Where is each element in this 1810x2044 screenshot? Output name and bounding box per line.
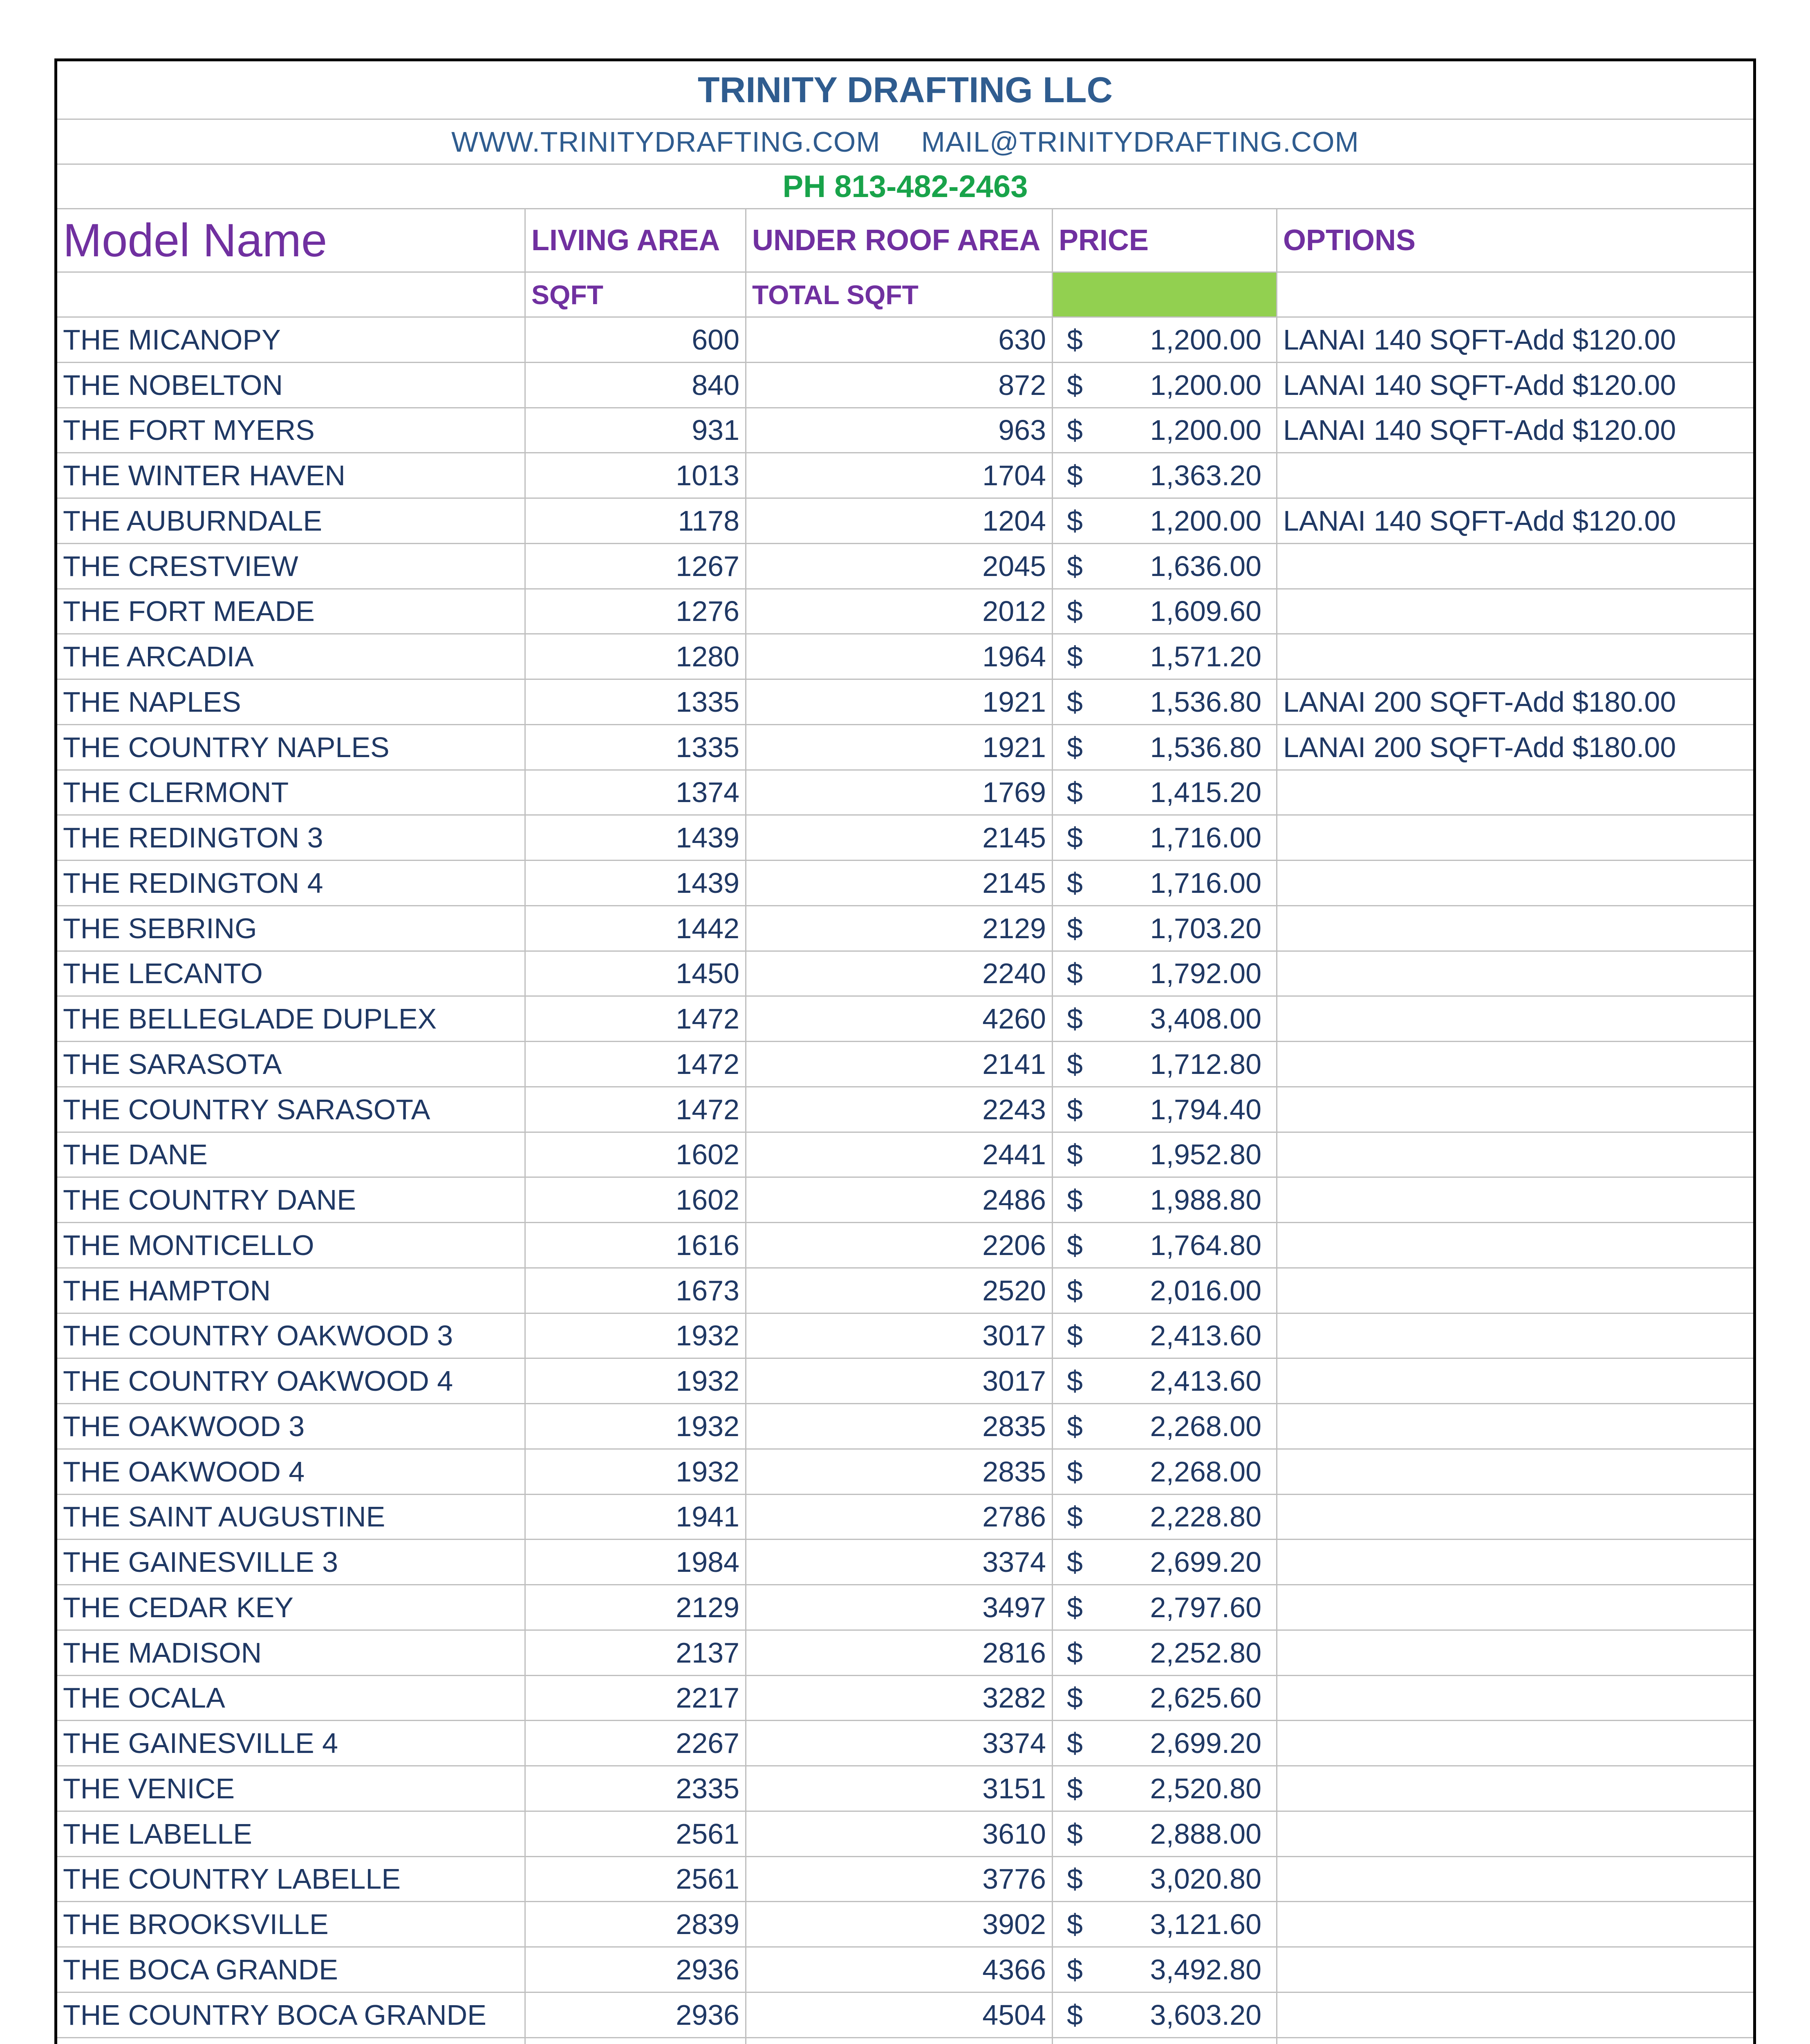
- living-area-cell: 2267: [526, 1721, 746, 1766]
- options-cell: [1277, 1902, 1753, 1948]
- under-roof-cell: 2520: [746, 1269, 1053, 1314]
- price-cell: [1053, 1178, 1277, 1223]
- model-name-cell: THE COUNTRY OAKWOOD 3: [57, 1314, 526, 1359]
- price-cell: [1053, 1766, 1277, 1812]
- options-cell: [1277, 453, 1753, 499]
- under-roof-cell: 4260: [746, 997, 1053, 1042]
- under-roof-cell: 2012: [746, 589, 1053, 635]
- price-cell: [1053, 1993, 1277, 2038]
- options-cell: [1277, 2038, 1753, 2044]
- price-value: 2,888.00: [1150, 1818, 1261, 1850]
- under-roof-cell: 3610: [746, 1812, 1053, 1857]
- options-cell: LANAI 200 SQFT-Add $180.00: [1277, 680, 1753, 725]
- options-cell: [1277, 544, 1753, 589]
- price-cell: [1053, 1902, 1277, 1948]
- model-name-cell: THE BOCA GRANDE: [57, 1948, 526, 1993]
- currency-symbol: $: [1067, 822, 1083, 854]
- options-header: OPTIONS: [1277, 209, 1753, 273]
- currency-symbol: $: [1067, 1274, 1083, 1307]
- living-area-cell: 1941: [526, 1495, 746, 1540]
- options-cell: [1277, 1812, 1753, 1857]
- model-name-cell: THE MONTICELLO: [57, 1223, 526, 1269]
- living-area-cell: 1602: [526, 1133, 746, 1178]
- model-name-cell: THE NOBELTON: [57, 363, 526, 408]
- currency-symbol: $: [1067, 595, 1083, 628]
- phone-number: PH 813-482-2463: [57, 165, 1753, 209]
- price-cell: [1053, 1133, 1277, 1178]
- price-cell: [1053, 363, 1277, 408]
- living-area-cell: 1335: [526, 725, 746, 771]
- model-name-cell: THE SEBRING: [57, 906, 526, 952]
- price-value: 1,363.20: [1150, 459, 1261, 492]
- living-area-cell: 1932: [526, 1314, 746, 1359]
- under-roof-cell: 1921: [746, 680, 1053, 725]
- currency-symbol: $: [1067, 957, 1083, 990]
- price-cell: [1053, 997, 1277, 1042]
- model-name-subheader: [57, 273, 526, 318]
- currency-symbol: $: [1067, 1455, 1083, 1488]
- options-cell: [1277, 1404, 1753, 1450]
- options-cell: [1277, 1948, 1753, 1993]
- currency-symbol: $: [1067, 1048, 1083, 1080]
- price-cell: [1053, 589, 1277, 635]
- price-cell: [1053, 1359, 1277, 1404]
- price-value: 2,413.60: [1150, 1365, 1261, 1397]
- living-area-cell: 1178: [526, 499, 746, 544]
- currency-symbol: $: [1067, 1320, 1083, 1352]
- price-cell: [1053, 861, 1277, 906]
- price-value: 2,625.60: [1150, 1682, 1261, 1714]
- currency-symbol: $: [1067, 1636, 1083, 1669]
- options-cell: [1277, 1676, 1753, 1721]
- price-cell: [1053, 1631, 1277, 1676]
- under-roof-cell: 1921: [746, 725, 1053, 771]
- living-area-cell: 1439: [526, 816, 746, 861]
- price-cell: [1053, 906, 1277, 952]
- living-area-cell: 1450: [526, 952, 746, 997]
- price-cell: [1053, 544, 1277, 589]
- price-value: 1,716.00: [1150, 867, 1261, 899]
- model-name-cell: THE COUNTRY LABELLE: [57, 1857, 526, 1903]
- under-roof-cell: 2786: [746, 1495, 1053, 1540]
- options-cell: [1277, 1857, 1753, 1903]
- price-value: 1,200.00: [1150, 369, 1261, 401]
- living-area-cell: 1374: [526, 771, 746, 816]
- price-cell: [1053, 1087, 1277, 1133]
- price-value: 1,536.80: [1150, 686, 1261, 718]
- options-cell: LANAI 140 SQFT-Add $120.00: [1277, 363, 1753, 408]
- currency-symbol: $: [1067, 1999, 1083, 2031]
- currency-symbol: $: [1067, 641, 1083, 673]
- model-name-cell: THE AUBURNDALE: [57, 499, 526, 544]
- currency-symbol: $: [1067, 504, 1083, 537]
- price-value: 1,536.80: [1150, 731, 1261, 763]
- living-area-cell: 840: [526, 363, 746, 408]
- price-cell: [1053, 1676, 1277, 1721]
- living-area-cell: 2936: [526, 1948, 746, 1993]
- price-cell: [1053, 1223, 1277, 1269]
- model-name-cell: [57, 2038, 526, 2044]
- currency-symbol: $: [1067, 1229, 1083, 1261]
- living-area-cell: 600: [526, 318, 746, 363]
- model-name-cell: THE COUNTRY SARASOTA: [57, 1087, 526, 1133]
- under-roof-cell: 2486: [746, 1178, 1053, 1223]
- under-roof-cell: 1769: [746, 771, 1053, 816]
- price-subheader-fill: [1053, 273, 1277, 318]
- website-link[interactable]: WWW.TRINITYDRAFTING.COM: [451, 126, 880, 158]
- living-area-cell: 1616: [526, 1223, 746, 1269]
- living-area-cell: 1932: [526, 1359, 746, 1404]
- currency-symbol: $: [1067, 1184, 1083, 1216]
- model-name-cell: THE COUNTRY OAKWOOD 4: [57, 1359, 526, 1404]
- living-area-cell: 2936: [526, 1993, 746, 2038]
- currency-symbol: $: [1067, 1365, 1083, 1397]
- options-cell: [1277, 1042, 1753, 1087]
- living-area-cell: 2335: [526, 1766, 746, 1812]
- price-value: 1,712.80: [1150, 1048, 1261, 1080]
- options-cell: [1277, 1766, 1753, 1812]
- model-name-cell: THE MADISON: [57, 1631, 526, 1676]
- options-cell: [1277, 1269, 1753, 1314]
- options-cell: [1277, 1178, 1753, 1223]
- living-area-cell: 1932: [526, 1404, 746, 1450]
- under-roof-header: UNDER ROOF AREA: [746, 209, 1053, 273]
- living-area-cell: 1267: [526, 544, 746, 589]
- living-area-cell: 931: [526, 408, 746, 454]
- price-value: 1,571.20: [1150, 641, 1261, 673]
- price-cell: [1053, 1721, 1277, 1766]
- under-roof-cell: 2141: [746, 1042, 1053, 1087]
- living-area-cell: 2561: [526, 1812, 746, 1857]
- price-value: 2,520.80: [1150, 1772, 1261, 1804]
- options-cell: LANAI 140 SQFT-Add $120.00: [1277, 499, 1753, 544]
- model-name-cell: THE MICANOPY: [57, 318, 526, 363]
- price-cell: [1053, 725, 1277, 771]
- currency-symbol: $: [1067, 1863, 1083, 1895]
- price-value: 2,228.80: [1150, 1501, 1261, 1533]
- living-area-cell: 1673: [526, 1269, 746, 1314]
- options-cell: LANAI 140 SQFT-Add $120.00: [1277, 318, 1753, 363]
- under-roof-cell: 2129: [746, 906, 1053, 952]
- price-value: 1,764.80: [1150, 1229, 1261, 1261]
- model-name-cell: THE FORT MEADE: [57, 589, 526, 635]
- price-value: 1,794.40: [1150, 1093, 1261, 1125]
- price-cell: [1053, 1495, 1277, 1540]
- price-cell: [1053, 1042, 1277, 1087]
- price-value: 3,408.00: [1150, 1003, 1261, 1035]
- model-name-cell: THE REDINGTON 4: [57, 861, 526, 906]
- currency-symbol: $: [1067, 1682, 1083, 1714]
- price-value: 3,492.80: [1150, 1953, 1261, 1986]
- options-cell: [1277, 1359, 1753, 1404]
- currency-symbol: $: [1067, 369, 1083, 401]
- under-roof-cell: 3374: [746, 1540, 1053, 1585]
- model-name-cell: THE WINTER HAVEN: [57, 453, 526, 499]
- price-value: 2,413.60: [1150, 1320, 1261, 1352]
- under-roof-cell: 3374: [746, 1721, 1053, 1766]
- under-roof-cell: 2816: [746, 1631, 1053, 1676]
- under-roof-cell: 3282: [746, 1676, 1053, 1721]
- under-roof-cell: 3902: [746, 1902, 1053, 1948]
- under-roof-cell: 2145: [746, 861, 1053, 906]
- living-area-cell: 1602: [526, 1178, 746, 1223]
- under-roof-cell: 2835: [746, 1404, 1053, 1450]
- options-cell: [1277, 861, 1753, 906]
- company-name: TRINITY DRAFTING LLC: [57, 61, 1753, 120]
- living-area-cell: 1472: [526, 1042, 746, 1087]
- options-cell: [1277, 1721, 1753, 1766]
- under-roof-cell: 872: [746, 363, 1053, 408]
- under-roof-unit: TOTAL SQFT: [746, 273, 1053, 318]
- options-cell: [1277, 816, 1753, 861]
- currency-symbol: $: [1067, 686, 1083, 718]
- options-cell: [1277, 1585, 1753, 1631]
- price-value: 3,603.20: [1150, 1999, 1261, 2031]
- currency-symbol: $: [1067, 414, 1083, 446]
- options-cell: [1277, 1993, 1753, 2038]
- price-header: PRICE: [1053, 209, 1277, 273]
- options-cell: [1277, 1495, 1753, 1540]
- options-cell: [1277, 1631, 1753, 1676]
- price-cell: [1053, 1585, 1277, 1631]
- under-roof-cell: 963: [746, 408, 1053, 454]
- options-cell: [1277, 1314, 1753, 1359]
- options-cell: [1277, 1223, 1753, 1269]
- currency-symbol: $: [1067, 1953, 1083, 1986]
- model-name-cell: THE SARASOTA: [57, 1042, 526, 1087]
- living-area-cell: 1932: [526, 1450, 746, 1495]
- price-cell: [1053, 1857, 1277, 1903]
- price-cell: [1053, 816, 1277, 861]
- living-area-cell: 2217: [526, 1676, 746, 1721]
- currency-symbol: $: [1067, 731, 1083, 763]
- currency-symbol: $: [1067, 1139, 1083, 1171]
- options-cell: [1277, 952, 1753, 997]
- options-cell: [1277, 771, 1753, 816]
- price-cell: [1053, 1404, 1277, 1450]
- living-area-header: LIVING AREA: [526, 209, 746, 273]
- price-value: 1,792.00: [1150, 957, 1261, 990]
- price-cell: [1053, 1450, 1277, 1495]
- living-area-cell: 1472: [526, 997, 746, 1042]
- under-roof-cell: 3017: [746, 1314, 1053, 1359]
- model-name-cell: THE DANE: [57, 1133, 526, 1178]
- under-roof-cell: 2045: [746, 544, 1053, 589]
- model-name-cell: THE CEDAR KEY: [57, 1585, 526, 1631]
- under-roof-cell: 3776: [746, 1857, 1053, 1903]
- currency-symbol: $: [1067, 776, 1083, 809]
- currency-symbol: $: [1067, 1591, 1083, 1623]
- living-area-cell: 1013: [526, 453, 746, 499]
- under-roof-cell: 1204: [746, 499, 1053, 544]
- price-cell: [1053, 2038, 1277, 2044]
- living-area-cell: 1442: [526, 906, 746, 952]
- living-area-cell: 1335: [526, 680, 746, 725]
- price-value: 1,200.00: [1150, 504, 1261, 537]
- model-name-cell: THE COUNTRY DANE: [57, 1178, 526, 1223]
- price-cell: [1053, 680, 1277, 725]
- currency-symbol: $: [1067, 1546, 1083, 1578]
- currency-symbol: $: [1067, 550, 1083, 582]
- email-link[interactable]: MAIL@TRINITYDRAFTING.COM: [921, 126, 1359, 158]
- price-value: 2,252.80: [1150, 1636, 1261, 1669]
- options-cell: LANAI 200 SQFT-Add $180.00: [1277, 725, 1753, 771]
- price-value: 2,797.60: [1150, 1591, 1261, 1623]
- currency-symbol: $: [1067, 1501, 1083, 1533]
- options-cell: [1277, 1133, 1753, 1178]
- under-roof-cell: 1704: [746, 453, 1053, 499]
- living-area-cell: 1984: [526, 1540, 746, 1585]
- contact-line: [57, 120, 1753, 165]
- price-value: 2,699.20: [1150, 1546, 1261, 1578]
- living-area-cell: [526, 2038, 746, 2044]
- living-area-cell: 2137: [526, 1631, 746, 1676]
- model-name-cell: THE SAINT AUGUSTINE: [57, 1495, 526, 1540]
- options-cell: [1277, 589, 1753, 635]
- price-value: 1,415.20: [1150, 776, 1261, 809]
- price-value: 1,636.00: [1150, 550, 1261, 582]
- price-cell: [1053, 634, 1277, 680]
- price-value: 2,268.00: [1150, 1410, 1261, 1442]
- under-roof-cell: 4504: [746, 1993, 1053, 2038]
- under-roof-cell: 3497: [746, 1585, 1053, 1631]
- living-area-unit: SQFT: [526, 273, 746, 318]
- options-cell: [1277, 906, 1753, 952]
- price-value: 3,121.60: [1150, 1908, 1261, 1941]
- under-roof-cell: 3017: [746, 1359, 1053, 1404]
- currency-symbol: $: [1067, 323, 1083, 356]
- options-cell: [1277, 1450, 1753, 1495]
- model-name-cell: THE FORT MYERS: [57, 408, 526, 454]
- under-roof-cell: 2243: [746, 1087, 1053, 1133]
- price-cell: [1053, 1812, 1277, 1857]
- price-value: 1,703.20: [1150, 912, 1261, 944]
- currency-symbol: $: [1067, 1908, 1083, 1941]
- price-cell: [1053, 318, 1277, 363]
- currency-symbol: $: [1067, 1818, 1083, 1850]
- model-name-cell: THE OCALA: [57, 1676, 526, 1721]
- currency-symbol: $: [1067, 867, 1083, 899]
- model-name-cell: THE VENICE: [57, 1766, 526, 1812]
- price-value: 3,020.80: [1150, 1863, 1261, 1895]
- price-sheet-table: [54, 58, 1756, 2044]
- currency-symbol: $: [1067, 1772, 1083, 1804]
- options-cell: [1277, 1087, 1753, 1133]
- options-subheader: [1277, 273, 1753, 318]
- under-roof-cell: 2240: [746, 952, 1053, 997]
- price-cell: [1053, 1314, 1277, 1359]
- model-name-cell: THE LECANTO: [57, 952, 526, 997]
- price-cell: [1053, 1540, 1277, 1585]
- model-name-cell: THE BROOKSVILLE: [57, 1902, 526, 1948]
- currency-symbol: $: [1067, 1727, 1083, 1759]
- options-cell: [1277, 634, 1753, 680]
- under-roof-cell: 630: [746, 318, 1053, 363]
- model-name-cell: THE COUNTRY NAPLES: [57, 725, 526, 771]
- model-name-cell: THE CRESTVIEW: [57, 544, 526, 589]
- living-area-cell: 2561: [526, 1857, 746, 1903]
- price-value: 1,609.60: [1150, 595, 1261, 628]
- price-value: 2,699.20: [1150, 1727, 1261, 1759]
- price-value: 1,716.00: [1150, 822, 1261, 854]
- price-value: 2,016.00: [1150, 1274, 1261, 1307]
- under-roof-cell: 2441: [746, 1133, 1053, 1178]
- price-cell: [1053, 771, 1277, 816]
- price-value: 1,988.80: [1150, 1184, 1261, 1216]
- price-cell: [1053, 952, 1277, 997]
- price-cell: [1053, 499, 1277, 544]
- model-name-header: Model Name: [57, 209, 526, 273]
- under-roof-cell: 2835: [746, 1450, 1053, 1495]
- options-cell: [1277, 997, 1753, 1042]
- under-roof-cell: 4366: [746, 1948, 1053, 1993]
- model-name-cell: THE REDINGTON 3: [57, 816, 526, 861]
- price-cell: [1053, 408, 1277, 454]
- living-area-cell: 1276: [526, 589, 746, 635]
- living-area-cell: 2839: [526, 1902, 746, 1948]
- under-roof-cell: 2145: [746, 816, 1053, 861]
- price-value: 1,200.00: [1150, 323, 1261, 356]
- model-name-cell: THE OAKWOOD 3: [57, 1404, 526, 1450]
- living-area-cell: 2129: [526, 1585, 746, 1631]
- model-name-cell: THE OAKWOOD 4: [57, 1450, 526, 1495]
- model-name-cell: THE COUNTRY BOCA GRANDE: [57, 1993, 526, 2038]
- price-cell: [1053, 453, 1277, 499]
- price-cell: [1053, 1269, 1277, 1314]
- currency-symbol: $: [1067, 1093, 1083, 1125]
- model-name-cell: THE GAINESVILLE 3: [57, 1540, 526, 1585]
- living-area-cell: 1280: [526, 634, 746, 680]
- model-name-cell: THE ARCADIA: [57, 634, 526, 680]
- under-roof-cell: [746, 2038, 1053, 2044]
- living-area-cell: 1439: [526, 861, 746, 906]
- model-name-cell: THE BELLEGLADE DUPLEX: [57, 997, 526, 1042]
- model-name-cell: THE LABELLE: [57, 1812, 526, 1857]
- price-value: 1,952.80: [1150, 1139, 1261, 1171]
- currency-symbol: $: [1067, 459, 1083, 492]
- model-name-cell: THE CLERMONT: [57, 771, 526, 816]
- model-name-cell: THE HAMPTON: [57, 1269, 526, 1314]
- currency-symbol: $: [1067, 1410, 1083, 1442]
- options-cell: [1277, 1540, 1753, 1585]
- currency-symbol: $: [1067, 1003, 1083, 1035]
- price-value: 1,200.00: [1150, 414, 1261, 446]
- options-cell: LANAI 140 SQFT-Add $120.00: [1277, 408, 1753, 454]
- price-cell: [1053, 1948, 1277, 1993]
- under-roof-cell: 1964: [746, 634, 1053, 680]
- price-value: 2,268.00: [1150, 1455, 1261, 1488]
- under-roof-cell: 3151: [746, 1766, 1053, 1812]
- living-area-cell: 1472: [526, 1087, 746, 1133]
- model-name-cell: THE GAINESVILLE 4: [57, 1721, 526, 1766]
- model-name-cell: THE NAPLES: [57, 680, 526, 725]
- under-roof-cell: 2206: [746, 1223, 1053, 1269]
- currency-symbol: $: [1067, 912, 1083, 944]
